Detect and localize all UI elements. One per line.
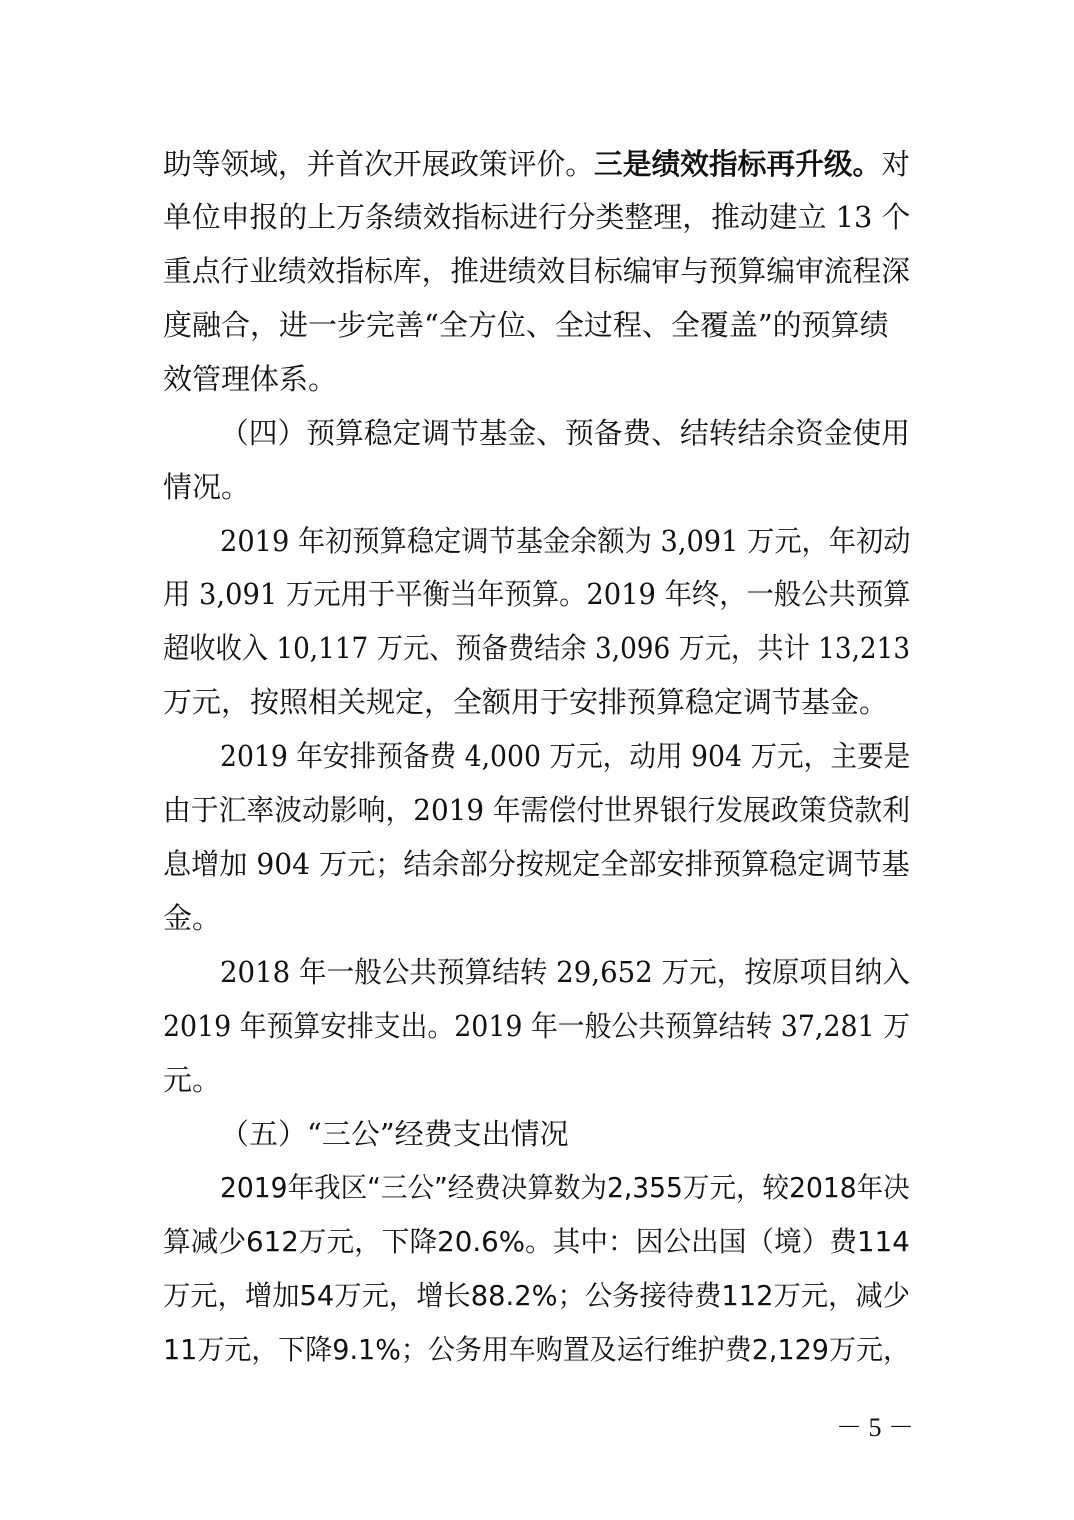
para5-line1: 2019年我区“三公”经费决算数为2,355万元，较2018年决: [220, 1171, 910, 1204]
para5-line3: 万元，增加54万元，增长88.2%；公务接待费112万元，减少: [163, 1279, 911, 1312]
para3-line2: 由于汇率波动影响，2019 年需偿付世界银行发展政策贷款利: [163, 793, 911, 827]
para5-line4: 11万元，下降9.1%；公务用车购置及运行维护费2,129万元，: [163, 1333, 910, 1366]
para1-line1: [163, 143, 910, 185]
para1-line1-end: 对: [881, 147, 911, 181]
para1-line5: 效管理体系。: [163, 362, 338, 396]
para2-line2: 用 3,091 万元用于平衡当年预算。2019 年终，一般公共预算: [163, 577, 911, 611]
para1-line2: 单位申报的上万条绩效指标进行分类整理，推动建立 13 个: [163, 200, 911, 234]
para2-line3: 超收收入 10,117 万元、预备费结余 3,096 万元，共计 13,213: [163, 631, 911, 665]
para2-line1: 2019 年初预算稳定调节基金余额为 3,091 万元，年初动: [220, 524, 911, 558]
para2-line4: 万元，按照相关规定，全额用于安排预算稳定调节基金。: [163, 685, 889, 719]
para5-line2: 算减少612万元，下降20.6%。其中：因公出国（境）费114: [163, 1225, 910, 1258]
para1-bold-phrase: 三是绩效指标再升级。: [593, 147, 882, 181]
para1-line3: 重点行业绩效指标库，推进绩效目标编审与预算编审流程深: [163, 254, 911, 288]
para3-line3: 息增加 904 万元；结余部分按规定全部安排预算稳定调节基: [163, 847, 910, 881]
para1-line4: 度融合，进一步完善“全方位、全过程、全覆盖”的预算绩: [163, 308, 889, 342]
heading-4-line1: （四）预算稳定调节基金、预备费、结转结余资金使用: [220, 416, 911, 450]
para3-line4: 金。: [163, 901, 222, 935]
heading-5: （五）“三公”经费支出情况: [220, 1117, 569, 1151]
page-number: － 5 －: [835, 1413, 914, 1442]
para1-line1-text: 助等领域，并首次开展政策评价。: [163, 147, 594, 181]
para3-line1: 2019 年安排预备费 4,000 万元，动用 904 万元，主要是: [220, 739, 911, 773]
para4-line1: 2018 年一般公共预算结转 29,652 万元，按原项目纳入: [220, 955, 910, 989]
para4-line2: 2019 年预算安排支出。2019 年一般公共预算结转 37,281 万: [163, 1009, 910, 1043]
para4-line3: 元。: [163, 1063, 222, 1097]
heading-4-line2: 情况。: [163, 470, 251, 504]
